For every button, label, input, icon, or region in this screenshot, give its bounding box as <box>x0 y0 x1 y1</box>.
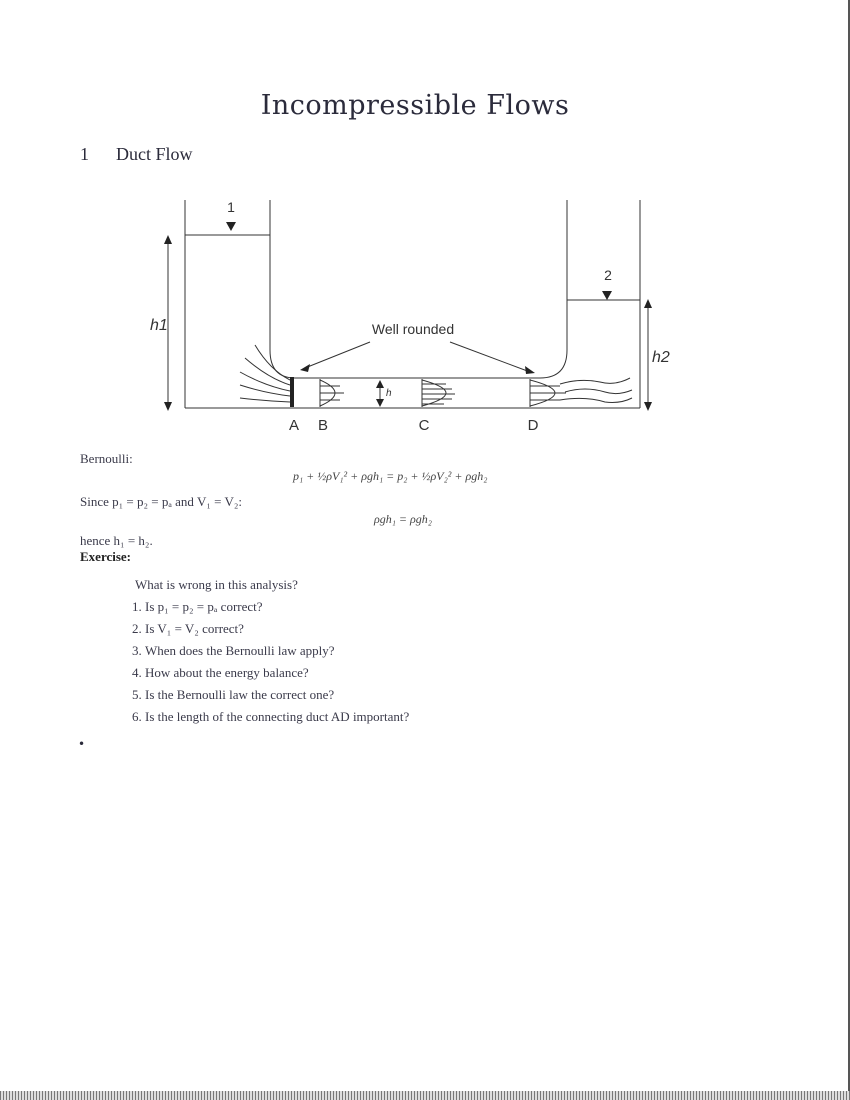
station-c: C <box>418 417 430 434</box>
scan-strip <box>0 1091 850 1100</box>
h2-label: h2 <box>652 349 670 366</box>
exercise-label: Exercise: <box>80 549 132 564</box>
bernoulli-label: Bernoulli: <box>80 451 133 466</box>
hence-text: hence h₁ = h₂. <box>80 533 153 548</box>
level-2-label: 2 <box>604 267 612 283</box>
exercise-intro: What is wrong in this analysis? <box>135 577 298 592</box>
question-item: 2. Is V₁ = V₂ correct? <box>145 618 409 640</box>
question-item: 3. When does the Bernoulli law apply? <box>145 640 409 662</box>
station-a: A <box>288 417 300 434</box>
duct-flow-figure <box>0 0 850 440</box>
h1-label: h1 <box>150 317 168 334</box>
section-number: 1 <box>80 144 89 164</box>
since-text: Since p₁ = p₂ = pₐ and V₁ = V₂: <box>80 494 242 509</box>
h-label: h <box>386 388 392 399</box>
section-title: Duct Flow <box>116 144 193 164</box>
page-title: Incompressible Flows <box>260 90 570 121</box>
bullet-point: • <box>78 737 86 751</box>
question-item: 4. How about the energy balance? <box>145 662 409 684</box>
bernoulli-equation: p₁ + ½ρV₁² + ρgh₁ = p₂ + ½ρV₂² + ρgh₂ <box>293 469 488 483</box>
question-item: 1. Is p₁ = p₂ = pₐ correct? <box>145 596 409 618</box>
result-equation: ρgh₁ = ρgh₂ <box>374 512 432 526</box>
station-b: B <box>317 417 329 434</box>
station-d: D <box>527 417 539 434</box>
well-rounded-callout: Well rounded <box>371 321 455 337</box>
level-1-label: 1 <box>227 199 235 215</box>
question-list <box>120 596 409 728</box>
question-item: 6. Is the length of the connecting duct AD important? <box>145 706 409 728</box>
question-item: 5. Is the Bernoulli law the correct one? <box>145 684 409 706</box>
